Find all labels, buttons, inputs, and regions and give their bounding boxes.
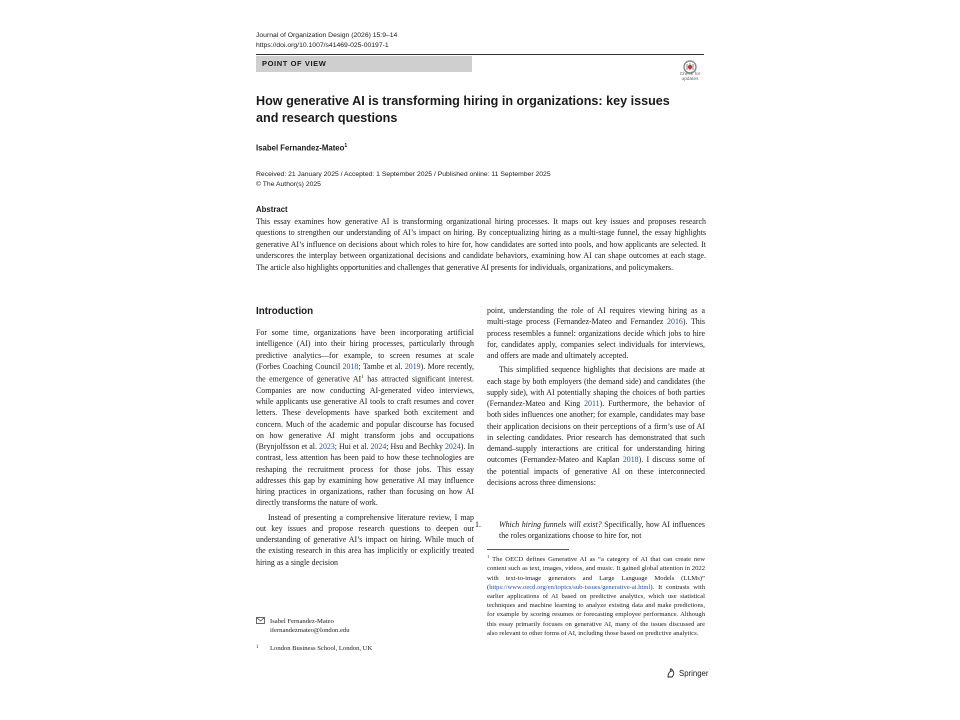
check-for-updates-badge[interactable]: [676, 60, 704, 88]
abstract-heading: Abstract: [256, 205, 288, 214]
correspondence-email[interactable]: ifernandezmateo@london.edu: [270, 627, 350, 635]
introduction-heading: Introduction: [256, 306, 314, 317]
citation-link[interactable]: 2018: [342, 361, 359, 371]
article-title: [256, 93, 676, 127]
footnote-rule: [487, 549, 569, 550]
footnote-marker[interactable]: 1: [361, 375, 364, 380]
left-column: [256, 327, 474, 568]
title-line-1: How generative AI is transforming hiring in organizations: key issues: [256, 94, 670, 108]
publication-dates: [256, 170, 551, 190]
intro-paragraph-4: This simplified sequence highlights that decisions are made at each stage by both employers (the demand side) and candidates (the supply side), with AI potentially shaping the choices of both parties (Fernandez-Mateo and King 2011). Furthermore, the behavior of both sides influences one another; for example, candidates may base their application decisions on their perceptions of a firm’s use of AI in selecting candidates. Prior research has demonstrated that such demand–supply interactions are critical for understanding hiring outcomes (Fernandez-Mateo and Kaplan 2018). I discuss some of the potential impacts of generative AI on these interconnected decisions across three dimensions:: [487, 365, 705, 487]
section-label: POINT OF VIEW: [262, 59, 327, 68]
doi-link[interactable]: https://doi.org/10.1007/s41469-025-00197-1: [256, 42, 389, 49]
citation-link[interactable]: 2018: [622, 455, 639, 465]
citation-link[interactable]: 2019: [404, 361, 421, 371]
publisher-logo: [666, 668, 708, 678]
citation-link[interactable]: 2016: [667, 317, 683, 327]
journal-header: [256, 31, 397, 51]
footnote: $^1$ The OECD defines Generative AI as “a category of AI that can create new content such as text, images, videos, and music. It gained global attention in 2022 with text-to-image generators and Large Language Models (LLMs)” (https://www.oecd.org/en/topics/sub-issues/generative-ai.html). It contrasts with earlier applications of AI based on predictive analytics, which use statistical techniques and machine learning to analyze existing data and make predictions, for example by scoring resumes or forecasting employee performance. Although this essay primarily focuses on generative AI, many of the issues discussed are also relevant to other forms of AI, including those based on predictive analytics.: [487, 554, 705, 637]
intro-paragraph-1: For some time, organizations have been incorporating artificial intelligence (AI) into their hiring processes, particularly through predictive analytics—for example, to screen resumes at scale (Forbes Coaching Council 2018; Tambe et al. 2019). More recently, the emergence of generative $AI^1$ has attracted significant interest. Companies are now conducting AI-generated video interviews, while applicants use generative AI tools to craft resumes and cover letters. These developments have sparked both excitement and concern. Much of the academic and popular discourse has focused on how generative AI might transform jobs and occupations (Brynjolfsson et al. 2023; Hui et al. 2024; Hsu and Bechky 2024). In contrast, less attention has been paid to how these technologies are reshaping the recruitment process for those jobs. This essay addresses this gap by examining how generative AI may influence hiring practices in organizations, rather than focusing on how AI directly transforms the nature of work.: [256, 328, 475, 508]
list-number: 1.: [475, 520, 481, 529]
citation-link[interactable]: 2024: [370, 442, 387, 452]
citation-link[interactable]: 2011: [584, 399, 600, 408]
check-updates-line2: updates: [681, 77, 699, 83]
header-rule: [256, 54, 704, 55]
author-affiliation-mark: 1: [344, 143, 348, 149]
citation-link[interactable]: 2024: [444, 442, 461, 452]
intro-paragraph-2: Instead of presenting a comprehensive literature review, I map out key issues and propose research questions to deepen our understanding of generative AI’s impact on hiring. While much of the existing research in this area has implicitly or explicitly treated hiring as a single decision: [256, 512, 474, 567]
publisher-name: Springer: [679, 668, 709, 678]
section-label-bar: [256, 56, 472, 72]
affiliation-text: London Business School, London, UK: [270, 645, 373, 652]
envelope-icon: [256, 617, 266, 627]
correspondence-name: Isabel Fernandez-Mateo: [270, 618, 334, 625]
numbered-list: [475, 519, 705, 542]
author-line: [256, 143, 347, 153]
abstract-text: This essay examines how generative AI is transforming organizational hiring processes. It maps out key issues and proposes research questions to strengthen our understanding of AI’s impact on hiring. By conceptualizing hiring as a multi-stage funnel, the essay highlights generative AI’s influence on decisions about which roles to hire for, how candidates are sorted into pools, and how applicants are selected. It underscores the interplay between organizational decisions and candidate behaviors, examining how AI can shape outcomes at each stage. The article also highlights opportunities and challenges that generative AI presents for individuals, organizations, and policymakers.: [256, 217, 706, 272]
citation-link[interactable]: 2023: [319, 442, 335, 452]
journal-citation: Journal of Organization Design (2026) 15:9–14: [256, 32, 398, 39]
oecd-link[interactable]: https://www.oecd.org/en/topics/sub-issues/generative-ai.html: [489, 583, 651, 591]
list-item-question: Which hiring funnels will exist?: [499, 520, 602, 529]
copyright-line: © The Author(s) 2025: [256, 181, 321, 188]
affiliation-number: 1: [256, 645, 259, 650]
check-updates-line1: Check for: [679, 72, 701, 77]
dates-line: Received: 21 January 2025 / Accepted: 1 September 2025 / Published online: 11 September 2025: [256, 171, 551, 178]
title-line-2: and research questions: [256, 111, 398, 125]
right-column: [487, 305, 705, 488]
intro-paragraph-3: point, understanding the role of AI requires viewing hiring as a multi-stage process (Fernandez-Mateo and Fernandez 2016). This process resembles a funnel: organizations decide which jobs to hire for, candidates apply, companies select individuals for interviews, and offers are made and ultimately accepted.: [487, 306, 705, 360]
author-name[interactable]: Isabel Fernandez-Mateo: [256, 143, 345, 153]
footnote-number: 1: [487, 554, 490, 559]
list-item: 1. Which hiring funnels will exist? Specifically, how AI influences the roles organizations choose to hire for, not: [475, 520, 705, 541]
springer-horse-icon: [666, 668, 676, 678]
